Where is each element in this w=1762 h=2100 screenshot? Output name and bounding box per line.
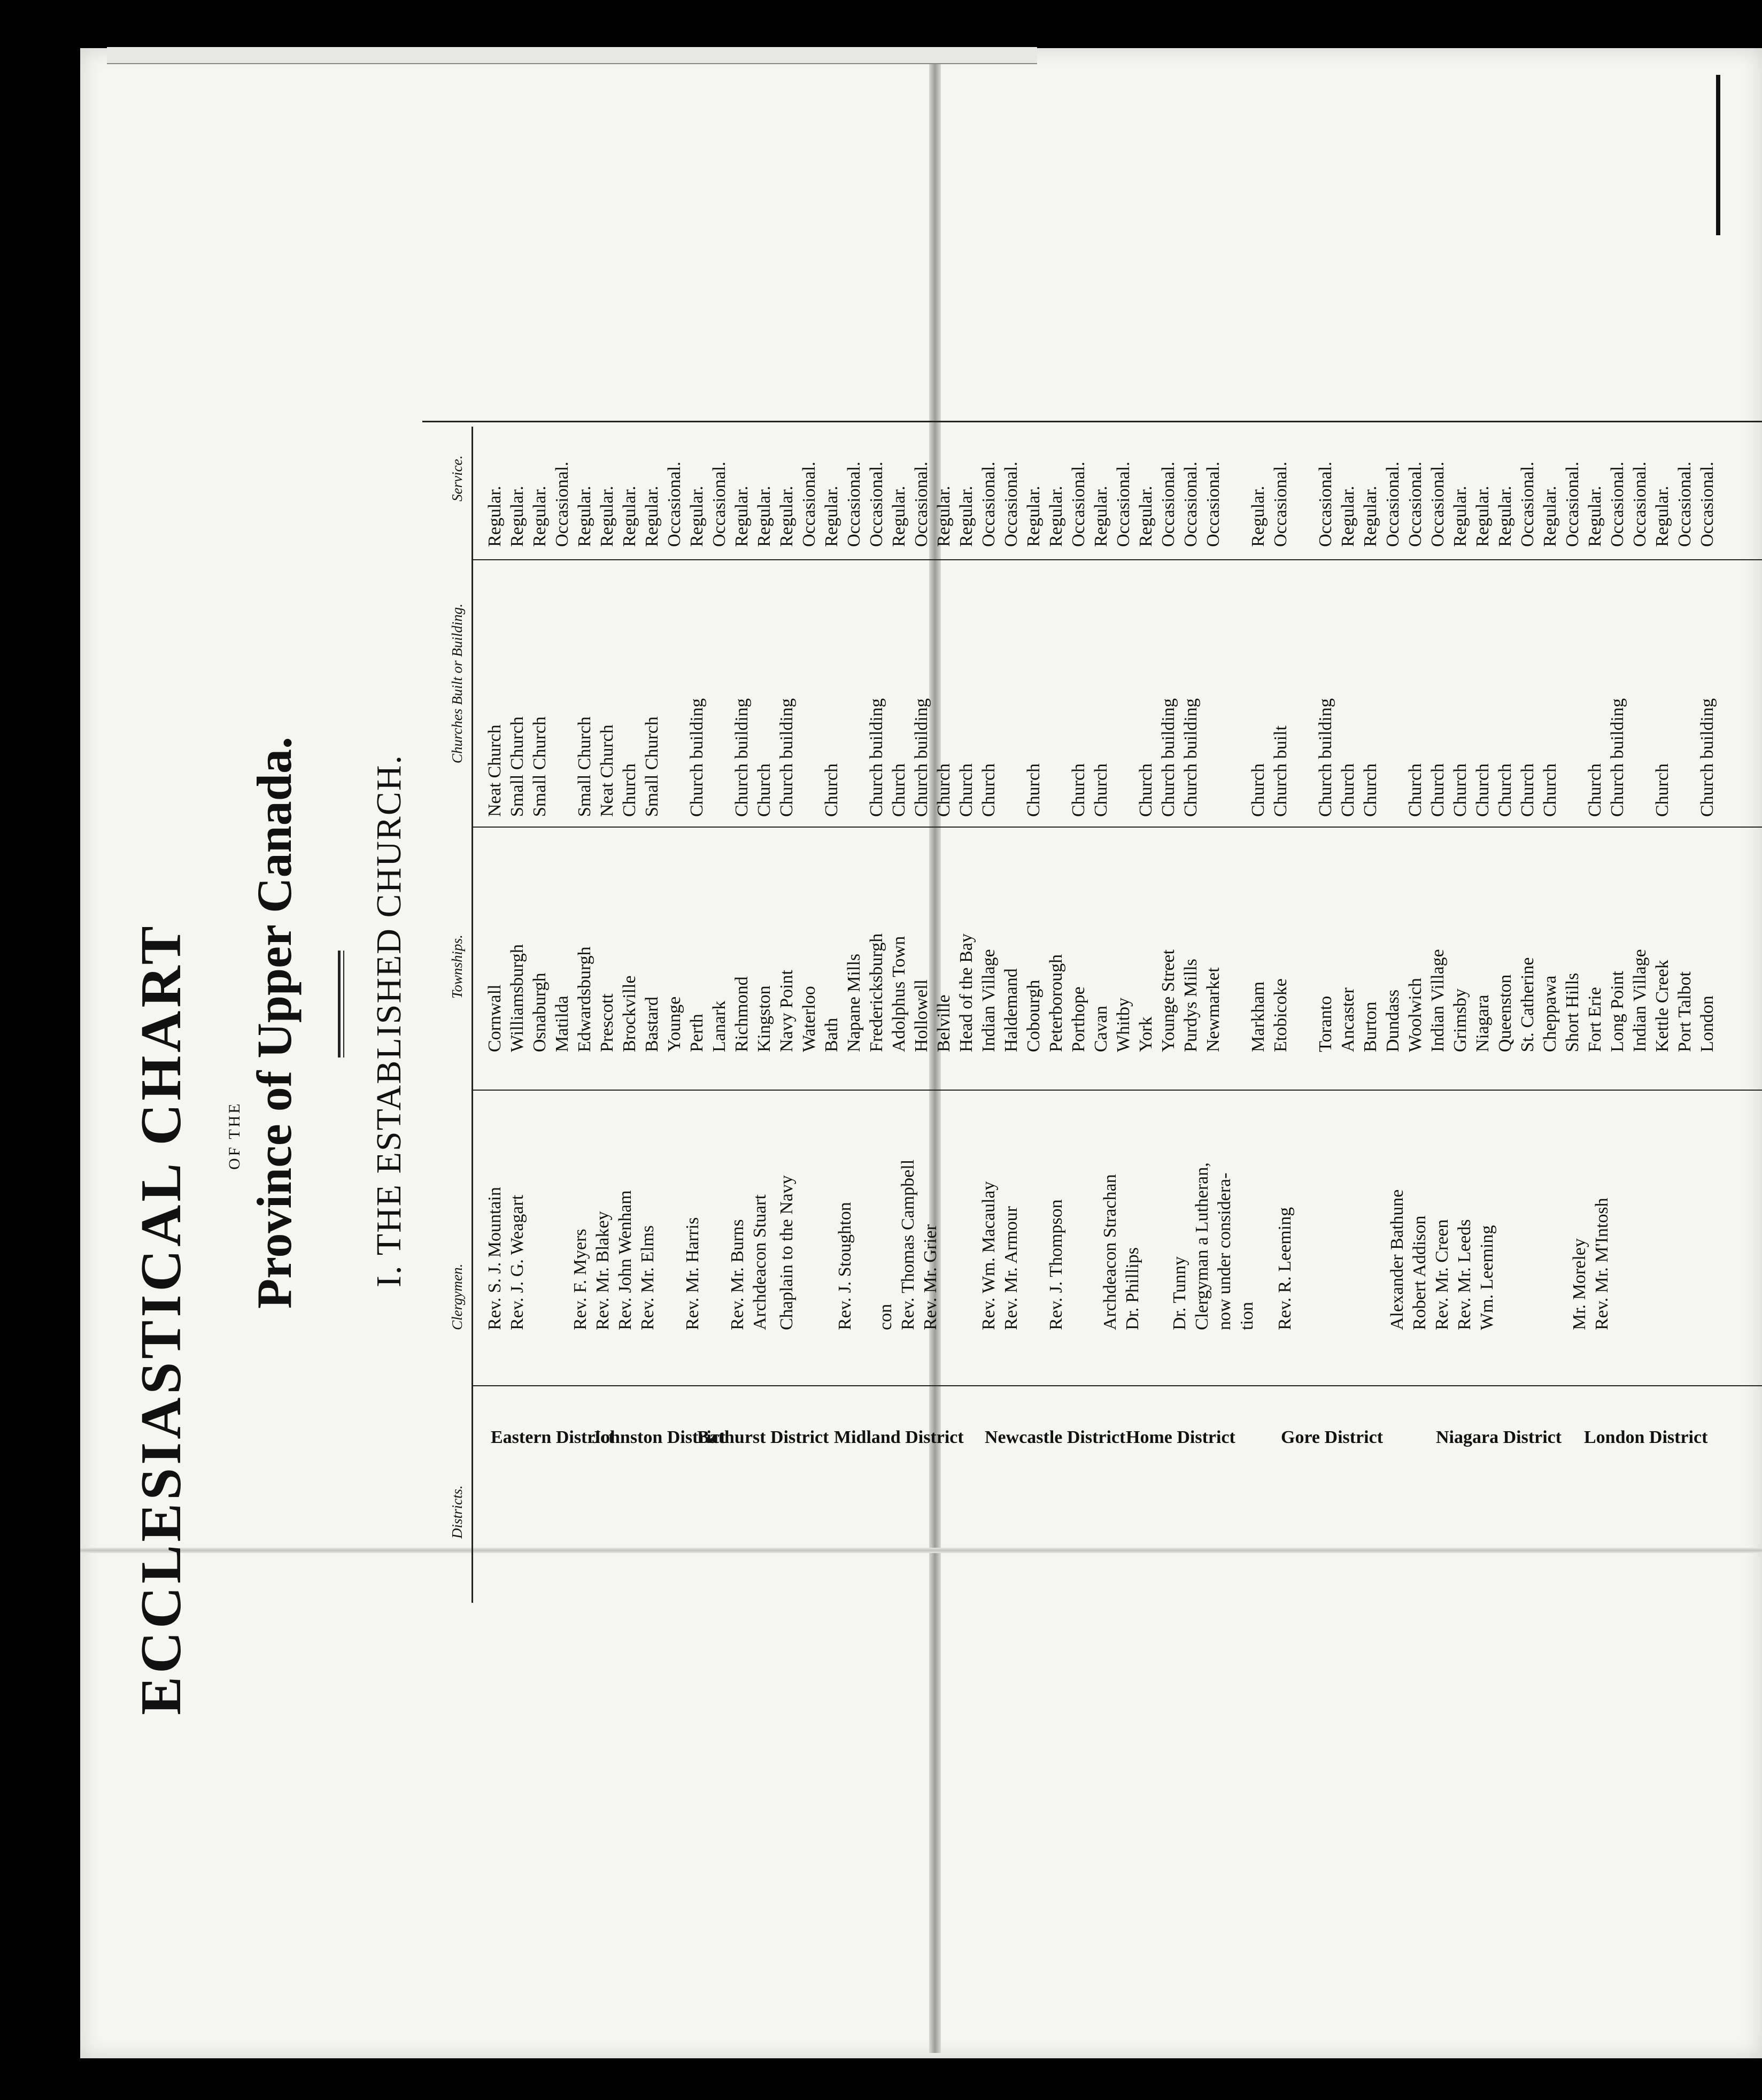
district-entry: Gore District [1281, 1427, 1384, 1447]
service-entry: Regular. [1091, 485, 1111, 547]
clergyman-entry: Wm. Leeming [1477, 1225, 1497, 1330]
service-entry: Regular. [1540, 485, 1560, 547]
church-entry: Church [620, 763, 639, 817]
service-entry: Occasional. [1271, 461, 1290, 547]
church-entry: Church [1518, 763, 1537, 817]
district-entry: Bathurst District [697, 1427, 829, 1447]
service-entry: Regular. [1136, 485, 1156, 547]
header-townships: Townships. [449, 935, 465, 999]
clergyman-entry: Rev. R. Leeming [1275, 1207, 1295, 1330]
township-entry: Long Point [1608, 970, 1627, 1052]
township-entry: Peterborough [1046, 954, 1066, 1052]
church-entry: Church [1069, 763, 1088, 817]
divider-district-clergy [472, 1385, 1762, 1386]
church-entry: Church [822, 763, 841, 817]
service-entry: Regular. [732, 485, 752, 547]
clergyman-entry: Rev. J. Thompson [1046, 1199, 1066, 1330]
district-entry: Midland District [834, 1427, 964, 1447]
service-entry: Occasional. [1069, 461, 1088, 547]
divider-township-church [472, 827, 1762, 828]
township-entry: Bastard [642, 997, 662, 1052]
service-entry: Regular. [1024, 485, 1044, 547]
township-entry: Newmarket [1203, 967, 1223, 1052]
district-entry: London District [1584, 1427, 1708, 1447]
church-entry: Neat Church [485, 724, 505, 817]
township-entry: Younge [664, 996, 684, 1052]
township-entry: Williamsburgh [507, 944, 527, 1052]
church-entry: Church [1495, 763, 1515, 817]
township-entry: Niagara [1473, 994, 1493, 1052]
clergyman-entry: Dr. Phillips [1122, 1247, 1142, 1330]
district-entry: Newcastle District [984, 1427, 1125, 1447]
clergyman-entry: now under considera- [1215, 1172, 1234, 1330]
district-entry: Johnston District [591, 1427, 725, 1447]
clergyman-entry: Rev. Mr. Leeds [1455, 1219, 1475, 1330]
township-entry: Osnaburgh [530, 972, 550, 1052]
church-entry: Church [1248, 763, 1268, 817]
township-entry: Etobicoke [1271, 978, 1290, 1052]
service-entry: Regular. [642, 485, 662, 547]
church-entry: Church [1428, 763, 1448, 817]
service-column [484, 429, 1762, 547]
document-title: ECCLESIASTICAL CHART [129, 923, 193, 1715]
church-entry: Church [1540, 763, 1560, 817]
service-entry: Regular. [1338, 485, 1358, 547]
service-entry: Occasional. [1608, 461, 1627, 547]
clergyman-entry: Rev. Wm. Macaulay [979, 1181, 999, 1330]
service-entry: Occasional. [1630, 461, 1650, 547]
township-entry: Bath [822, 1017, 841, 1052]
township-entry: Adolphus Town [889, 936, 909, 1052]
township-entry: Cheppawa [1540, 975, 1560, 1052]
service-entry: Occasional. [1114, 461, 1133, 547]
district-entry: Niagara District [1435, 1427, 1562, 1447]
township-entry: Port Talbot [1675, 971, 1695, 1052]
header-service: Service. [449, 455, 465, 501]
service-entry: Regular. [1361, 485, 1380, 547]
township-entry: Ancaster [1338, 987, 1358, 1052]
service-entry: Regular. [1652, 485, 1672, 547]
clergyman-entry: tion [1237, 1302, 1257, 1330]
service-entry: Occasional. [1001, 461, 1021, 547]
township-entry: Belville [934, 994, 954, 1052]
districts-column [484, 1389, 1762, 1587]
clergyman-entry: Rev. Mr. Creen [1432, 1219, 1452, 1330]
church-entry: Church [1091, 763, 1111, 817]
church-entry: Church [1450, 763, 1470, 817]
service-entry: Regular. [530, 485, 550, 547]
township-entry: Woolwich [1405, 978, 1425, 1052]
church-entry: Church building [1697, 698, 1717, 817]
service-entry: Occasional. [1316, 461, 1335, 547]
township-entry: Fort Erie [1585, 987, 1605, 1052]
section-heading: I. THE ESTABLISHED CHURCH. [369, 754, 408, 1287]
township-entry: Napane Mills [844, 953, 864, 1052]
service-entry: Regular. [507, 485, 527, 547]
service-entry: Occasional. [844, 461, 864, 547]
church-entry: Church [1361, 763, 1380, 817]
township-entry: Queenston [1495, 974, 1515, 1052]
church-entry: Church building [1181, 698, 1201, 817]
service-entry: Regular. [1046, 485, 1066, 547]
service-entry: Regular. [777, 485, 797, 547]
service-entry: Regular. [575, 485, 594, 547]
service-entry: Regular. [687, 485, 707, 547]
clergyman-entry: Alexander Bathune [1387, 1189, 1408, 1330]
townships-column [484, 833, 1762, 1052]
church-entry: Small Church [530, 716, 550, 817]
church-entry: Small Church [642, 716, 662, 817]
service-entry: Occasional. [979, 461, 999, 547]
service-entry: Occasional. [1181, 461, 1201, 547]
clergyman-entry: Archdeacon Strachan [1100, 1174, 1120, 1330]
service-entry: Occasional. [911, 461, 931, 547]
clergyman-entry: Rev. Mr. Blakey [592, 1211, 613, 1330]
township-entry: Cornwall [485, 984, 505, 1052]
township-entry: Waterloo [799, 986, 819, 1052]
township-entry: Markham [1248, 981, 1268, 1052]
church-entry: Church [934, 763, 954, 817]
service-entry: Regular. [1450, 485, 1470, 547]
service-entry: Occasional. [1518, 461, 1537, 547]
church-entry: Neat Church [597, 724, 617, 817]
title-rule [338, 951, 341, 1057]
township-entry: Indian Village [1428, 949, 1448, 1052]
service-entry: Occasional. [1697, 461, 1717, 547]
township-entry: Lanark [709, 1000, 729, 1052]
service-entry: Regular. [1473, 485, 1493, 547]
township-entry: Whitby [1114, 998, 1133, 1052]
clergyman-entry: Rev. Mr. M'Intosh [1591, 1198, 1612, 1330]
church-entry: Church building [1158, 698, 1178, 817]
township-entry: Cavan [1091, 1006, 1111, 1052]
clergyman-entry: Mr. Moreley [1569, 1238, 1589, 1330]
township-entry: Younge Street [1158, 949, 1178, 1052]
service-entry: Occasional. [1383, 461, 1403, 547]
church-entry: Church built [1271, 725, 1290, 817]
service-entry: Regular. [934, 485, 954, 547]
township-entry: Fredericksburgh [867, 933, 886, 1052]
service-entry: Occasional. [709, 461, 729, 547]
clergyman-entry: Archdeacon Stuart [749, 1194, 770, 1330]
service-entry: Occasional. [1203, 461, 1223, 547]
township-entry: St. Catherine [1518, 957, 1537, 1052]
church-entry: Church [1338, 763, 1358, 817]
clergyman-entry: Robert Addison [1410, 1215, 1430, 1330]
township-entry: Prescott [597, 993, 617, 1052]
clergyman-entry: Rev. J. G. Weagart [507, 1194, 527, 1330]
church-entry: Church building [732, 698, 752, 817]
district-entry: Eastern District [490, 1427, 614, 1447]
service-entry: Occasional. [1158, 461, 1178, 547]
document-of-the: OF THE [226, 1101, 243, 1170]
service-entry: Occasional. [552, 461, 572, 547]
table-top-rule [422, 421, 1762, 422]
township-entry: Head of the Bay [956, 933, 976, 1052]
clergyman-entry: Dr. Tunny [1170, 1256, 1189, 1330]
header-rule [472, 427, 473, 1603]
service-entry: Occasional. [799, 461, 819, 547]
church-entry: Church [1024, 763, 1044, 817]
service-entry: Regular. [485, 485, 505, 547]
township-entry: Matilda [552, 995, 572, 1052]
township-entry: Porthope [1069, 986, 1088, 1052]
church-entry: Church building [867, 698, 886, 817]
township-entry: Navy Point [777, 970, 797, 1052]
clergyman-entry: Rev. Mr. Harris [682, 1217, 702, 1330]
township-entry: Hollowell [911, 979, 931, 1052]
service-entry: Regular. [889, 485, 909, 547]
township-entry: Kingston [754, 985, 774, 1052]
church-entry: Small Church [507, 716, 527, 817]
clergyman-entry: Rev. Thomas Campbell [898, 1159, 918, 1330]
clergyman-entry: Rev. Mr. Grier [920, 1224, 940, 1330]
service-entry: Regular. [597, 485, 617, 547]
church-entry: Church [979, 763, 999, 817]
service-entry: Occasional. [1405, 461, 1425, 547]
service-entry: Regular. [620, 485, 639, 547]
church-entry: Church building [777, 698, 797, 817]
service-entry: Occasional. [1675, 461, 1695, 547]
township-entry: Indian Village [979, 949, 999, 1052]
header-churches: Churches Built or Building. [449, 604, 465, 763]
clergyman-entry: Rev. John Wenham [615, 1190, 635, 1330]
clergyman-entry: Rev. J. Stoughton [835, 1202, 855, 1330]
township-entry: Kettle Creek [1652, 960, 1672, 1052]
clergyman-entry: Clergyman a Lutheran, [1192, 1162, 1212, 1330]
township-entry: Short Hills [1563, 972, 1582, 1052]
clergyman-entry: Rev. Mr. Elms [637, 1225, 658, 1330]
township-entry: Brockville [620, 975, 639, 1052]
clergyman-entry: Rev. F. Myers [570, 1229, 590, 1330]
service-entry: Occasional. [1563, 461, 1582, 547]
township-entry: Richmond [732, 976, 752, 1052]
township-entry: Purdys Mills [1181, 959, 1201, 1052]
church-entry: Church [1405, 763, 1425, 817]
township-entry: Haldemand [1001, 968, 1021, 1052]
church-entry: Church [754, 763, 774, 817]
church-entry: Church [956, 763, 976, 817]
service-entry: Regular. [1248, 485, 1268, 547]
service-entry: Regular. [754, 485, 774, 547]
township-entry: Toranto [1316, 995, 1335, 1052]
clergyman-entry: Rev. Mr. Armour [1001, 1206, 1021, 1330]
township-entry: Indian Village [1630, 949, 1650, 1052]
township-entry: York [1136, 1016, 1156, 1052]
clergyman-entry: Chaplain to the Navy [777, 1175, 797, 1330]
churches-column [484, 566, 1762, 817]
township-entry: London [1697, 995, 1717, 1052]
church-entry: Church [889, 763, 909, 817]
service-entry: Occasional. [867, 461, 886, 547]
service-entry: Regular. [822, 485, 841, 547]
clergymen-column [484, 1095, 1762, 1330]
divider-clergy-township [472, 1090, 1762, 1091]
church-entry: Church building [1316, 698, 1335, 817]
service-entry: Occasional. [664, 461, 684, 547]
clergyman-entry: Rev. Mr. Burns [727, 1219, 747, 1330]
service-entry: Regular. [956, 485, 976, 547]
township-entry: Grimsby [1450, 989, 1470, 1052]
church-entry: Church [1136, 763, 1156, 817]
church-entry: Church [1652, 763, 1672, 817]
township-entry: Edwardsburgh [575, 946, 594, 1052]
title-rule-thin [343, 951, 344, 1057]
document-subtitle: Province of Upper Canada. [247, 737, 302, 1309]
clergyman-entry: Rev. S. J. Mountain [485, 1187, 505, 1330]
township-entry: Cobourgh [1024, 979, 1044, 1052]
service-entry: Regular. [1585, 485, 1605, 547]
church-entry: Small Church [575, 716, 594, 817]
church-entry: Church [1585, 763, 1605, 817]
service-entry: Regular. [1495, 485, 1515, 547]
church-entry: Church building [687, 698, 707, 817]
township-entry: Dundass [1383, 989, 1403, 1052]
district-entry: Home District [1126, 1427, 1236, 1447]
header-districts: Districts. [449, 1485, 465, 1539]
township-entry: Burton [1361, 1001, 1380, 1052]
township-entry: Perth [687, 1014, 707, 1052]
service-entry: Occasional. [1428, 461, 1448, 547]
header-clergymen: Clergymen. [449, 1263, 465, 1330]
church-entry: Church building [1608, 698, 1627, 817]
church-entry: Church [1473, 763, 1493, 817]
divider-church-service [472, 559, 1762, 560]
church-entry: Church building [911, 698, 931, 817]
clergyman-entry: con [875, 1303, 895, 1330]
